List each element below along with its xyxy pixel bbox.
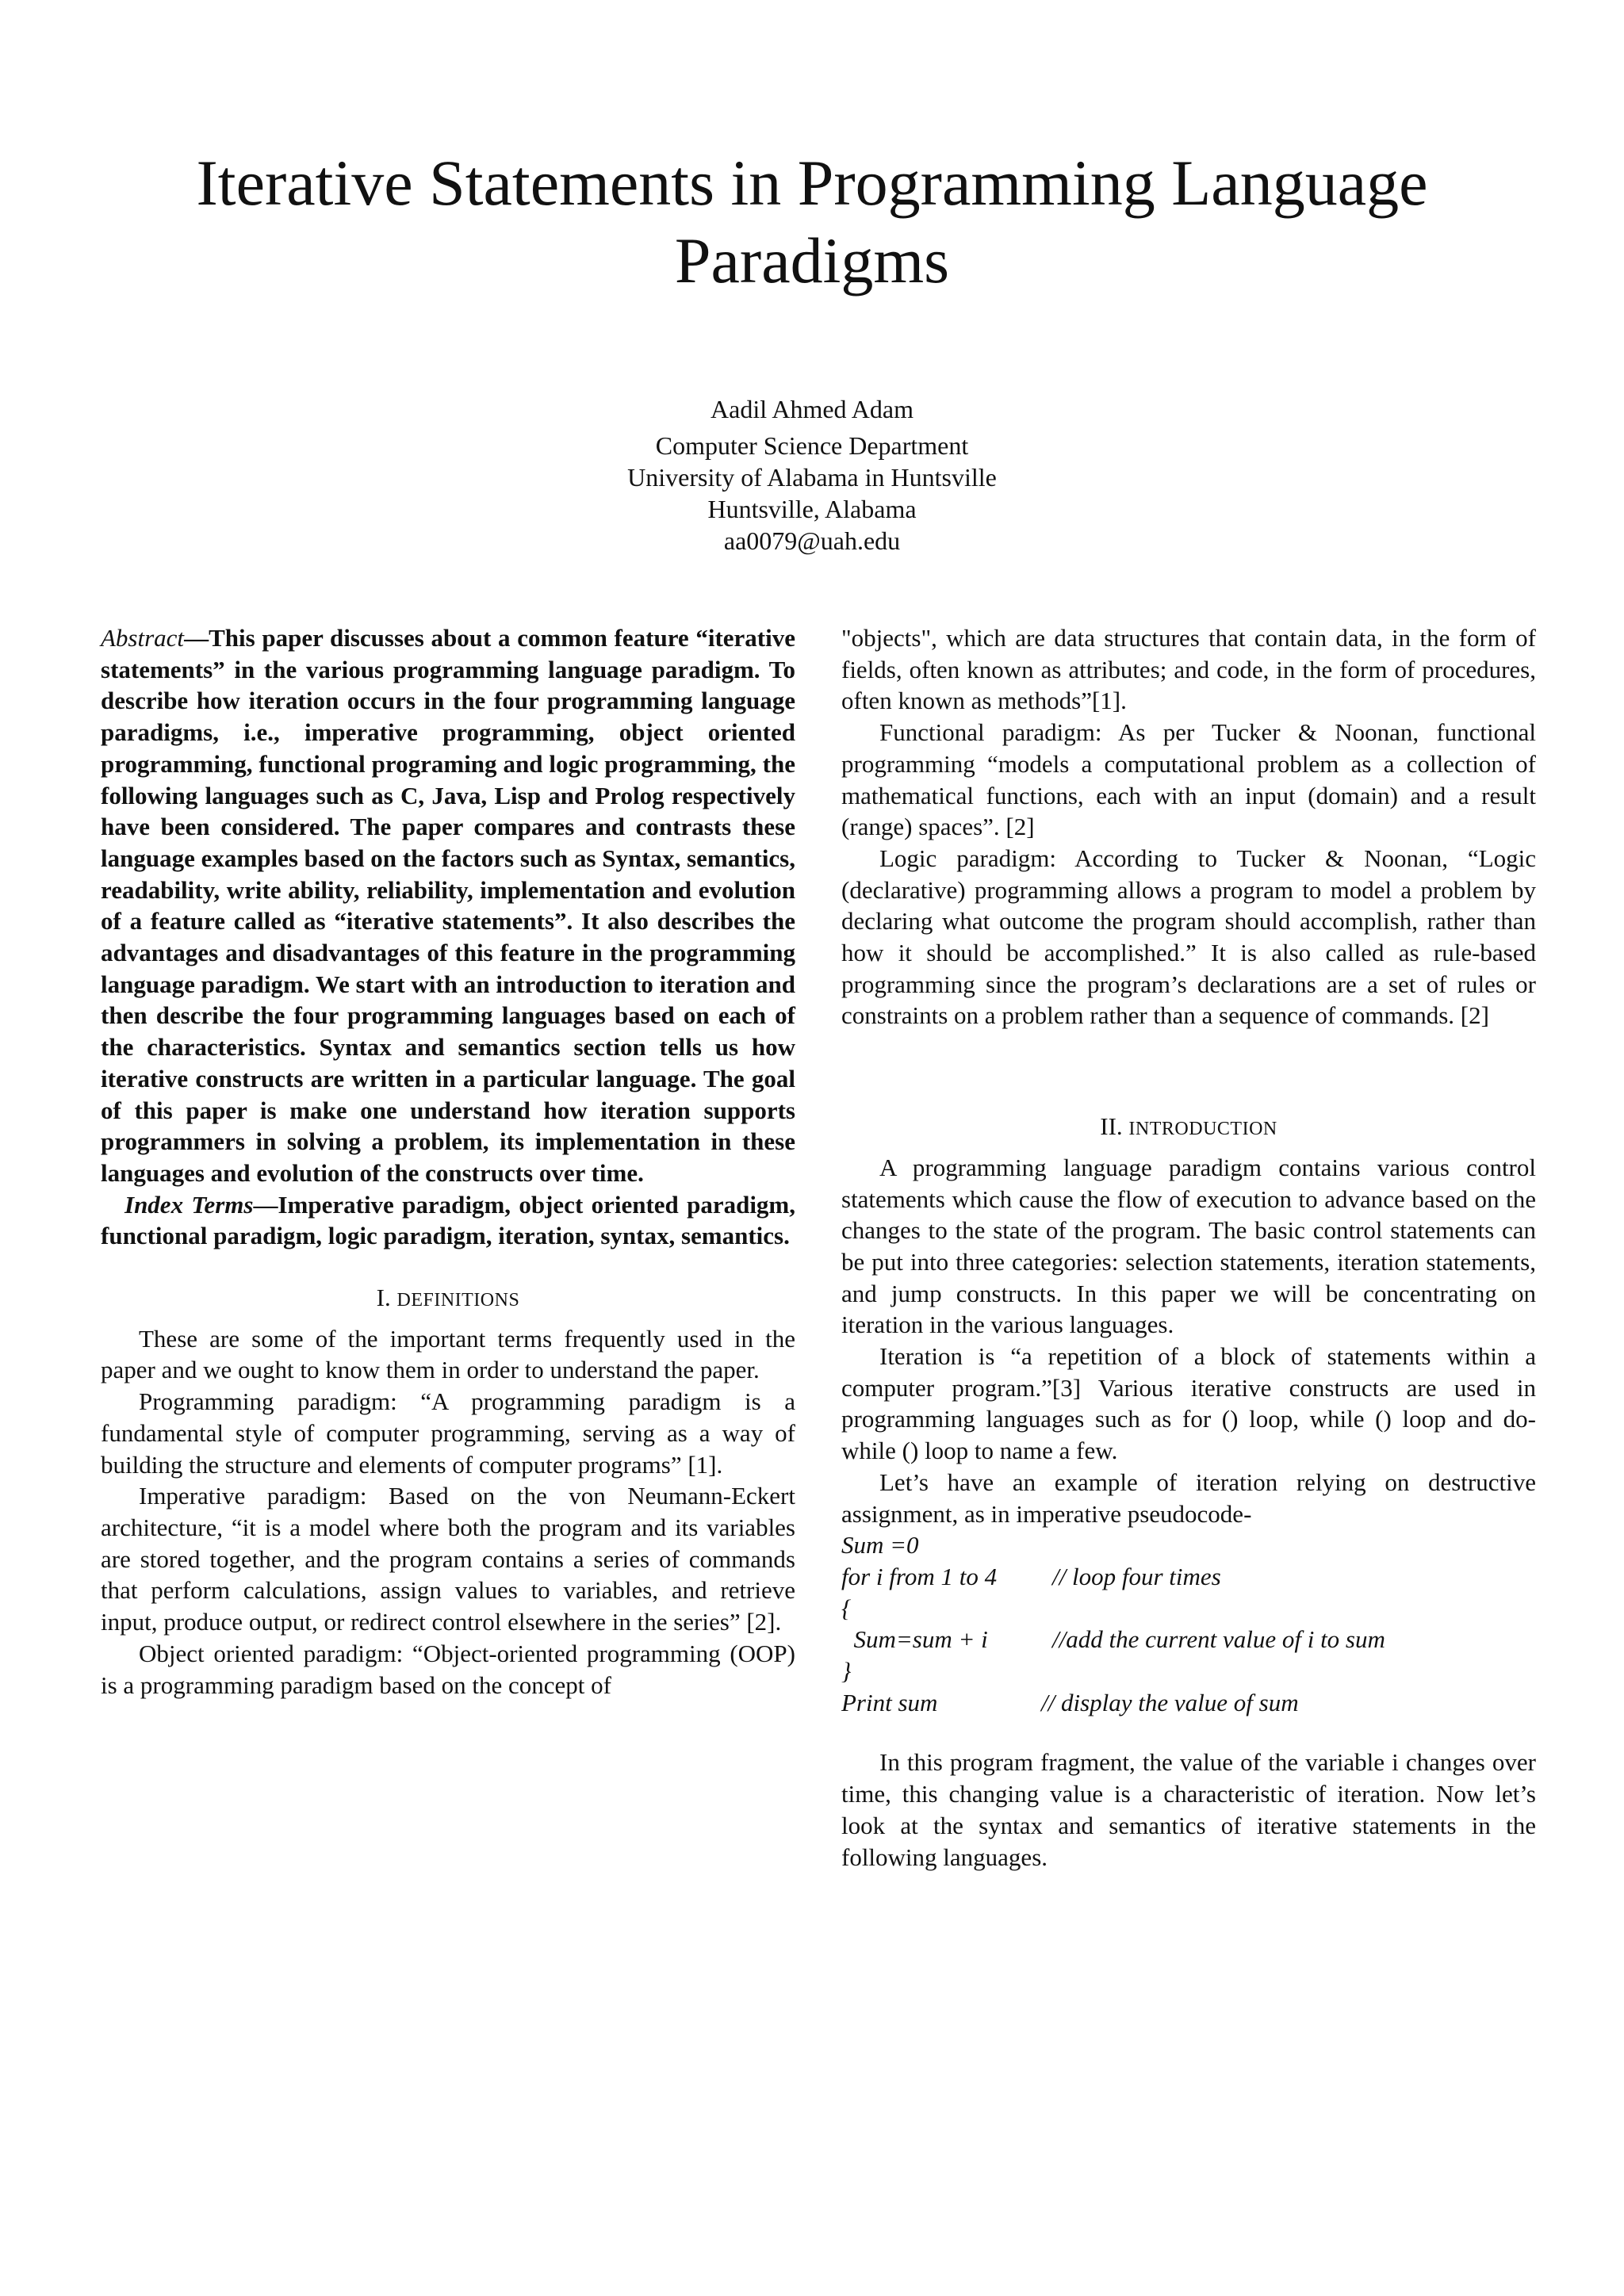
pseudocode-block [841, 1529, 1536, 1718]
definitions-paragraph: Functional paradigm: As per Tucker & Noonan, functional programming “models a computational problem as a collection of mathematical functions, each with an input (domain) and a result (range) spaces”. [2] [841, 718, 1536, 841]
code-line: for i from 1 to 4 // loop four times [841, 1562, 1221, 1590]
definitions-paragraph: Programming paradigm: “A programming paradigm is a fundamental style of computer programming, serving as a way of building the structure and elements of computer programs” [1]. [101, 1387, 795, 1479]
code-line: { [841, 1594, 852, 1622]
abstract-label: Abstract [101, 624, 185, 652]
index-terms-text: —Imperative paradigm, object oriented paradigm, functional paradigm, logic paradigm, iteration, syntax, semantics. [101, 1190, 796, 1250]
definitions-paragraph: Imperative paradigm: Based on the von Neumann-Eckert architecture, “it is a model where both the program and its variables are stored together, and the program contains a series of commands that perform calculations, assign values to variables, and retrieve input, produce output, or redirect control elsewhere in the series” [2]. [101, 1482, 795, 1636]
definitions-paragraph: These are some of the important terms frequently used in the paper and we ought to know them in order to understand the paper. [101, 1324, 795, 1384]
author-email: aa0079@uah.edu [723, 526, 901, 555]
definitions-paragraph: Object oriented paradigm: “Object-oriented programming (OOP) is a programming paradigm based on the concept of [101, 1639, 795, 1699]
code-line: Sum=sum + i //add the current value of i to sum [841, 1625, 1385, 1654]
section-heading-introduction: II. INTRODUCTION [1100, 1112, 1277, 1141]
definitions-paragraph: Logic paradigm: According to Tucker & Noonan, “Logic (declarative) programming allows a program to model a problem by declaring what outcome the program should accomplish, rather than how it should be accomplished.” It is also called as rule-based programming since the program’s declarations are a set of rules or constraints on a problem rather than a sequence of commands. [2] [841, 844, 1536, 1030]
code-line: } [841, 1657, 852, 1686]
author-university: University of Alabama in Huntsville [627, 463, 997, 492]
left-column [101, 622, 795, 1701]
paper-title: Iterative Statements in Programming Language Paradigms [196, 147, 1428, 297]
index-terms-label: Index Terms [124, 1190, 254, 1219]
code-line: Sum =0 [841, 1531, 919, 1559]
author-location: Huntsville, Alabama [707, 495, 917, 523]
author-department: Computer Science Department [655, 431, 969, 460]
introduction-closing-paragraph: In this program fragment, the value of the variable i changes over time, this changing value is a characteristic of iteration. Now let’s look at the syntax and semantics of iterative statements in the following languages. [841, 1748, 1536, 1871]
index-terms [101, 1189, 795, 1252]
definitions-continuation: "objects", which are data structures that contain data, in the form of fields, often known as attributes; and code, in the form of procedures, often known as methods”[1]. [841, 624, 1536, 715]
introduction-paragraph: Let’s have an example of iteration relying on destructive assignment, as in imperative pseudocode- [841, 1468, 1536, 1528]
introduction-paragraph: Iteration is “a repetition of a block of statements within a computer program.”[3] Various iterative constructs are used in programming languages such as for () loop, while () loop and do-while () loop to name a few. [841, 1342, 1536, 1465]
code-line: Print sum // display the value of sum [841, 1688, 1299, 1716]
section-heading-definitions: I. DEFINITIONS [376, 1284, 520, 1312]
introduction-paragraph: A programming language paradigm contains various control statements which cause the flow of execution to advance based on the changes to the state of the program. The basic control statements can be put into three categories: selection statements, iteration statements, and jump constructs. In this paper we will be concentrating on iteration in the various languages. [841, 1153, 1536, 1339]
abstract-text: —This paper discusses about a common feature “iterative statements” in the various programming language paradigm. To describe how iteration occurs in the four programming language paradigms, i.e., imperative programming, object oriented programming, functional programing and logic programming, the following languages such as C, Java, Lisp and Prolog respectively have been considered. The paper compares and contrasts these language examples based on the factors such as Syntax, semantics, readability, write ability, reliability, implementation and evolution of a feature called as “iterative statements”. It also describes the advantages and disadvantages of this feature in the programming language paradigm. We start with an introduction to iteration and then describe the four programming languages based on each of the characteristics. Syntax and semantics section tells us how iterative constructs are written in a particular language. The goal of this paper is make one understand how iteration supports programmers in solving a problem, its implementation in these languages and evolution of the constructs over time. [101, 624, 795, 1187]
author-name: Aadil Ahmed Adam [710, 395, 914, 423]
abstract [101, 622, 795, 1189]
right-column [841, 622, 1536, 1873]
author-block [416, 393, 1208, 557]
